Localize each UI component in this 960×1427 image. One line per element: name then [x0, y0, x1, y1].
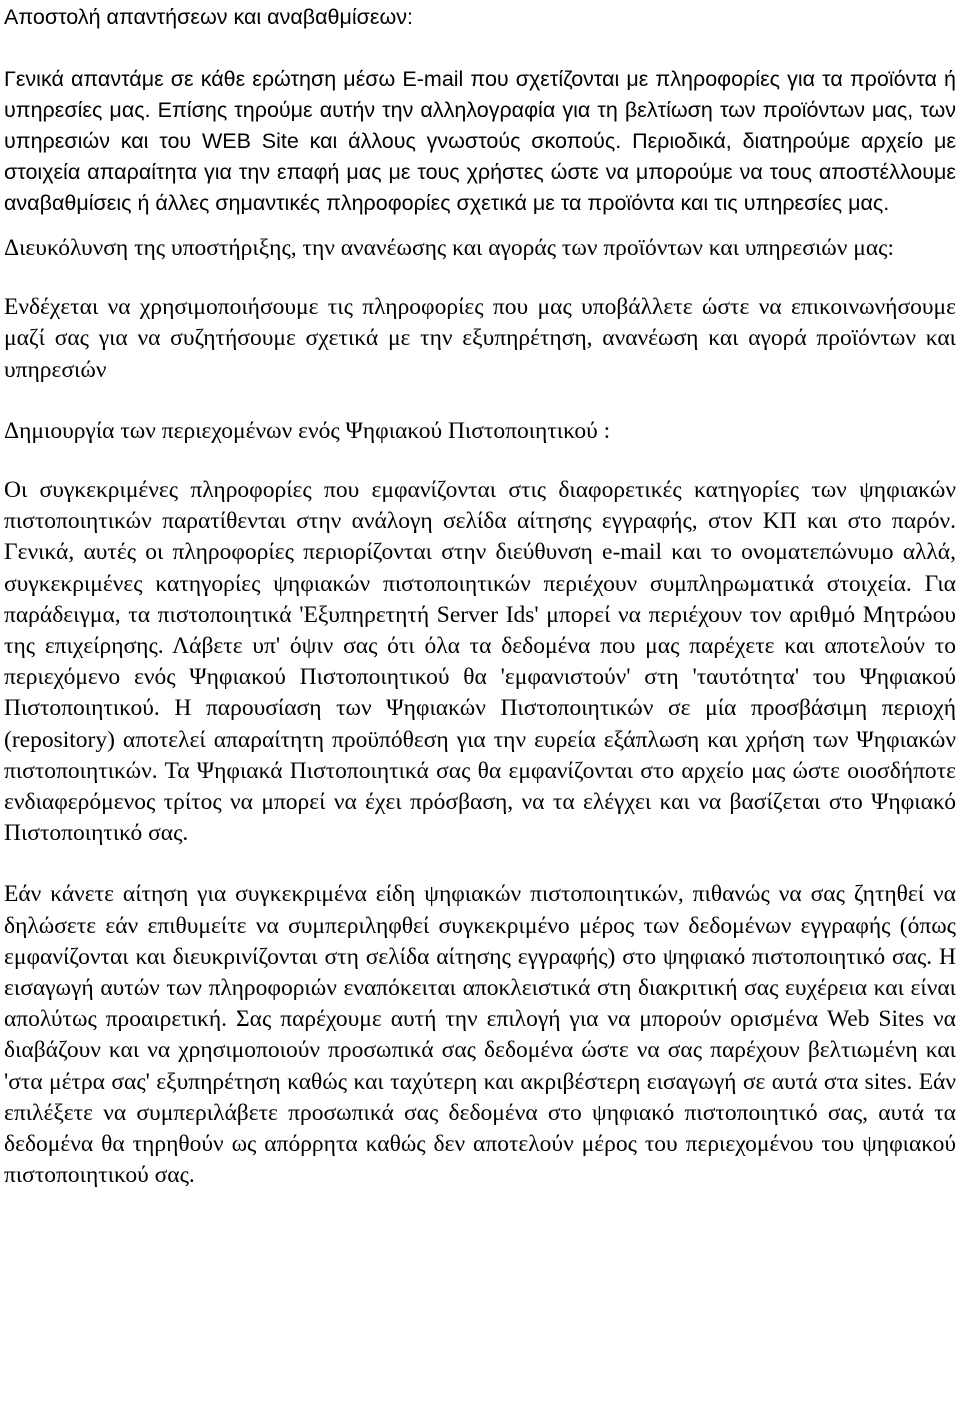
- spacer: [4, 264, 956, 292]
- section-body-certificate-optional: Εάν κάνετε αίτηση για συγκεκριμένα είδη ψηφιακών πιστοποιητικών, πιθανώς να σας ζητηθεί να δηλώσετε εάν επιθυμείτε να συμπεριληφθεί συγκεκριμένο μέρος των δεδομένων εγγραφής (όπως εμφανίζονται και διευκρινίζονται στη σελίδα αίτησης εγγραφής) στο ψηφιακό πιστοποιητικό σας. Η εισαγωγή αυτών των πληροφοριών εναπόκειται αποκλειστικά στη διακριτική σας ευχέρεια και είναι απολύτως προαιρετική. Σας παρέχουμε αυτή την επιλογή για να μπορούν ορισμένα Web Sites να διαβάζουν και να χρησιμοποιούν προσωπικά σας δεδομένα ώστε να σας παρέχουν βελτιωμένη και 'στα μέτρα σας' εξυπηρέτηση καθώς και ταχύτερη και ακριβέστερη εισαγωγή σε αυτά στα sites. Εάν επιλέξετε να συμπεριλάβετε προσωπικά σας δεδομένα στο ψηφιακό πιστοποιητικό σας, αυτά τα δεδομένα θα τηρηθούν ως απόρρητα καθώς δεν αποτελούν μέρος του περιεχομένου του ψηφιακού πιστοποιητικού σας.: [4, 881, 956, 1189]
- section-heading-support: Διευκόλυνση της υποστήριξης, την ανανέωσης και αγοράς των προϊόντων και υπηρεσιών μας:: [4, 235, 895, 261]
- spacer: [4, 447, 956, 475]
- spacer: [4, 849, 956, 879]
- spacer: [4, 219, 956, 233]
- section-heading-updates: Αποστολή απαντήσεων και αναβαθμίσεων:: [4, 5, 414, 29]
- spacer: [4, 33, 956, 64]
- spacer: [4, 386, 956, 416]
- section-body-certificate: Οι συγκεκριμένες πληροφορίες που εμφανίζονται στις διαφορετικές κατηγορίες των ψηφιακών πιστοποιητικών παρατίθενται στην ανάλογη σελίδα αίτησης εγγραφής, στον ΚΠ και στο παρόν. Γενικά, αυτές οι πληροφορίες περιορίζονται στην διεύθυνση e-mail και το ονοματεπώνυμο αλλά, συγκεκριμένες κατηγορίες ψηφιακών πιστοποιητικών περιέχουν συμπληρωματικά στοιχεία. Για παράδειγμα, τα πιστοποιητικά 'Εξυπηρετητή Server Ids' μπορεί να περιέχουν τον αριθμό Μητρώου της επιχείρησης. Λάβετε υπ' όψιν σας ότι όλα τα δεδομένα που μας παρέχετε και αποτελούν το περιεχόμενο ενός Ψηφιακού Πιστοποιητικού θα 'εμφανιστούν' στη 'ταυτότητα' του Ψηφιακού Πιστοποιητικού. Η παρουσίαση των Ψηφιακών Πιστοποιητικών σε μία προσβάσιμη περιοχή (repository) αποτελεί απαραίτητη προϋπόθεση για την ευρεία εξάπλωση και χρήση των Ψηφιακών πιστοποιητικών. Τα Ψηφιακά Πιστοποιητικά σας θα εμφανίζονται στο αρχείο μας ώστε οιοσδήποτε ενδιαφερόμενος τρίτος να μπορεί να έχει πρόσβαση, να τα ελέγχει και να βασίζεται στο Ψηφιακό Πιστοποιητικό σας.: [4, 477, 956, 847]
- section-body-updates: Γενικά απαντάμε σε κάθε ερώτηση μέσω E-mail που σχετίζονται με πληροφορίες για τα προϊόντα ή υπηρεσίες μας. Επίσης τηρούμε αυτήν την αλληλογραφία για τη βελτίωση των προϊόντων μας, των υπηρεσιών και του WEB Site και άλλους γνωστούς σκοπούς. Περιοδικά, διατηρούμε αρχείο με στοιχεία απαραίτητα για την επαφή μας με τους χρήστες ώστε να μπορούμε να τους αποστέλλουμε αναβαθμίσεις ή άλλες σημαντικές πληροφορίες σχετικά με τα προϊόντα και τις υπηρεσίες μας.: [4, 67, 956, 215]
- section-body-support: Ενδέχεται να χρησιμοποιήσουμε τις πληροφορίες που μας υποβάλλετε ώστε να επικοινωνήσουμε μαζί σας για να συζητήσουμε σχετικά με την εξυπηρέτηση, ανανέωση και αγορά προϊόντων και υπηρεσιών: [4, 294, 956, 383]
- section-heading-certificate: Δημιουργία των περιεχομένων ενός Ψηφιακού Πιστοποιητικού :: [4, 417, 611, 444]
